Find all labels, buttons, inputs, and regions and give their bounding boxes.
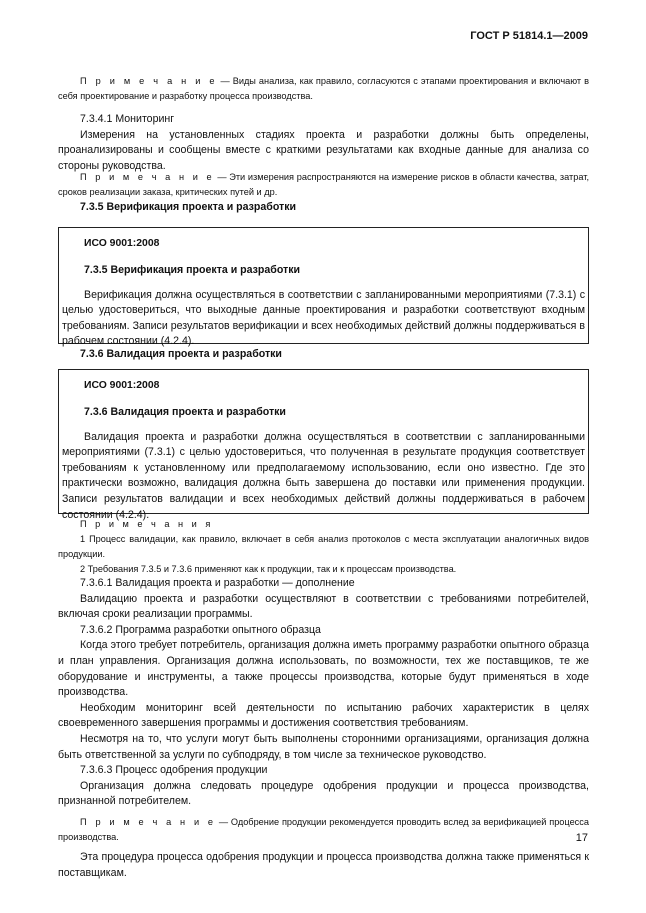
notes-validation xyxy=(58,517,589,577)
section-text: Эта процедура процесса одобрения продукции и процесса производства должна также применяться к поставщикам. xyxy=(58,850,589,879)
iso-quote-box-736 xyxy=(58,369,589,521)
note-label: П р и м е ч а н и е xyxy=(80,816,217,827)
note-measurements xyxy=(58,170,589,200)
note-item: 1 Процесс валидации, как правило, включает в себя анализ протоколов с места эксплуатации аналогичных видов продукции. xyxy=(58,534,589,559)
section-text: Необходим мониторинг всей деятельности по испытанию рабочих характеристик в целях своевременного завершения программы и достижения соответствия требованиям. xyxy=(58,701,589,730)
iso-standard-label: ИСО 9001:2008 xyxy=(84,238,160,249)
iso-quote-box-735 xyxy=(58,227,589,348)
section-heading-735: 7.3.5 Верификация проекта и разработки xyxy=(80,201,297,213)
note-text: — Эти измерения распространяются на измерение рисков в области качества, затрат, сроков реализации заказа, критических путей и др. xyxy=(58,172,589,197)
section-title: 7.3.6.3 Процесс одобрения продукции xyxy=(80,764,268,777)
document-code: ГОСТ Р 51814.1—2009 xyxy=(470,30,588,42)
note-text: — Виды анализа, как правило, согласуются с этапами проектирования и включают в себя проектирование и разработку процесса производства. xyxy=(58,76,589,101)
section-heading-736: 7.3.6 Валидация проекта и разработки xyxy=(80,348,282,360)
section-title: 7.3.4.1 Мониторинг xyxy=(80,113,175,125)
iso-quote-title: 7.3.6 Валидация проекта и разработки xyxy=(84,405,286,418)
page-number: 17 xyxy=(575,832,588,844)
iso-quote-title: 7.3.5 Верификация проекта и разработки xyxy=(84,263,301,276)
section-text: Измерения на установленных стадиях проекта и разработки должны быть определены, проанализированы и сообщены вместе с краткими результатами как входные данные для анализа со стороны руководства. xyxy=(58,128,589,172)
note-label: П р и м е ч а н и е xyxy=(80,76,218,86)
iso-standard-label: ИСО 9001:2008 xyxy=(84,380,160,391)
section-7341 xyxy=(58,112,589,174)
notes-label: П р и м е ч а н и я xyxy=(80,519,214,529)
section-7361-7363 xyxy=(58,576,589,881)
section-title: 7.3.6.1 Валидация проекта и разработки — дополнение xyxy=(80,577,355,589)
note-label: П р и м е ч а н и е xyxy=(80,172,215,182)
section-text: Когда этого требует потребитель, организация должна иметь программу разработки опытного образца и план управления. Организация должна использовать, по возможности, тех же поставщиков, те же оборудование и инструменты, а также процессы производства, которые будут применяться в ходе производства. xyxy=(58,639,589,699)
note-text: — Одобрение продукции рекомендуется проводить вслед за верификацией процесса производства. xyxy=(58,816,589,842)
iso-quote-text: Валидация проекта и разработки должна осуществляться в соответствии с запланированными мероприятиями (7.3.1) с целью удостовериться, что полученная в результате продукция соответствует требованиям к установленному или предполагаемому использованию, если оно известно. Где это практически возможно, валидация должна быть завершена до поставки или применения продукции. Записи результатов валидации и всех необходимых действий должны поддерживаться в рабочем состоянии (4.2.4). xyxy=(62,430,585,521)
section-title: 7.3.6.2 Программа разработки опытного образца xyxy=(80,623,321,636)
note-analysis-types xyxy=(58,74,589,104)
section-text: Валидацию проекта и разработки осуществляют в соответствии с требованиями потребителей, включая сроки реализации программы. xyxy=(58,592,589,621)
note-item: 2 Требования 7.3.5 и 7.3.6 применяют как к продукции, так и к процессам производства. xyxy=(80,564,457,574)
iso-quote-text: Верификация должна осуществляться в соответствии с запланированными мероприятиями (7.3.1) с целью удостовериться, что выходные данные проектирования и разработки соответствуют входным требованиям. Записи результатов верификации и всех необходимых действий должны поддерживаться в рабочем состоянии (4.2.4). xyxy=(62,288,585,348)
section-text: Несмотря на то, что услуги могут быть выполнены сторонними организациями, организация должна быть ответственной за услуги по субподряду, в том числе за техническое руководство. xyxy=(58,732,589,761)
section-text: Организация должна следовать процедуре одобрения продукции и процесса производства, признанной потребителем. xyxy=(58,779,589,808)
